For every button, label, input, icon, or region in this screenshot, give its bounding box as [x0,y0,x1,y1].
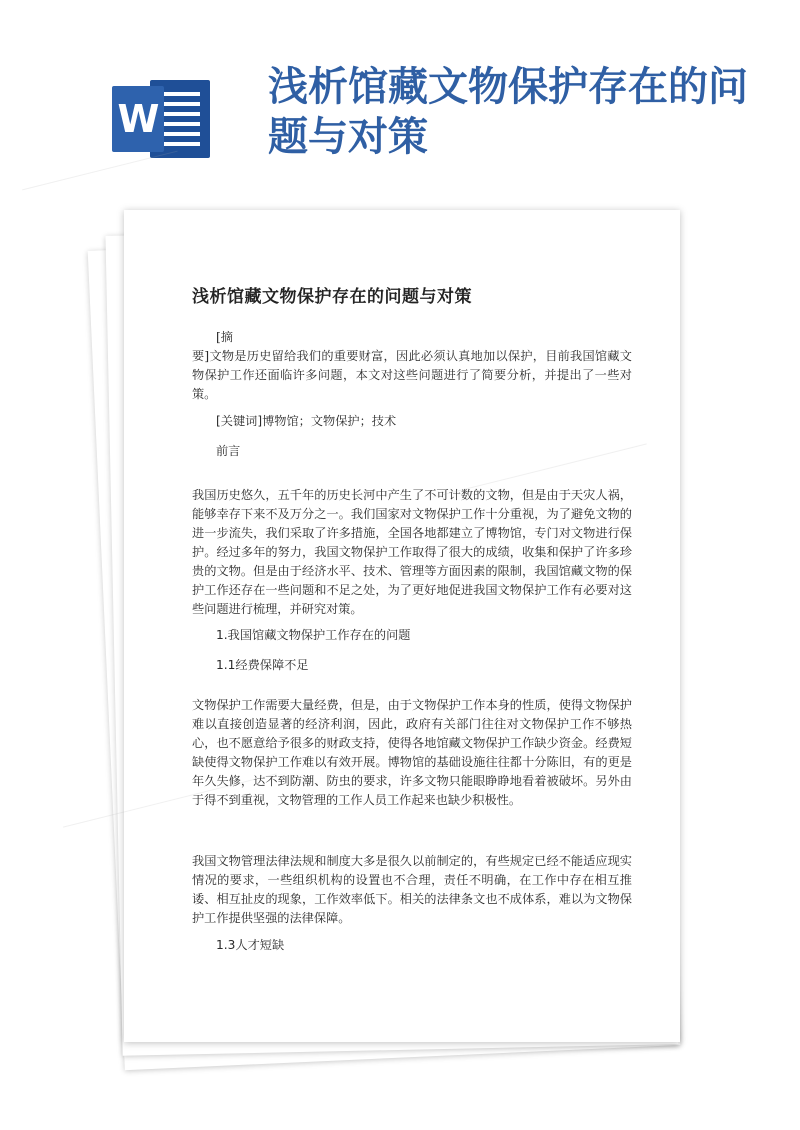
preface-heading: 前言 [216,444,241,458]
abstract-body: 要]文物是历史留给我们的重要财富，因此必须认真地加以保护，目前我国馆藏文物保护工作还面临许多问题，本文对这些问题进行了简要分析，并提出了一些对策。 [192,349,632,401]
word-document-icon [112,80,210,158]
subsection-body: 我国文物管理法律法规和制度大多是很久以前制定的，有些规定已经不能适应现实情况的要求，一些组织机构的设置也不合理，责任不明确，在工作中存在相互推诿、相互扯皮的现象，工作效率低下。相关的法律条文也不成体系，难以为文物保护工作提供坚强的法律保障。 [192,854,632,925]
page-title: 浅析馆藏文物保护存在的问题与对策 [268,63,748,160]
abstract-lead: [摘 [216,330,233,344]
preface-body: 我国历史悠久，五千年的历史长河中产生了不可计数的文物，但是由于天灾人祸，能够幸存下来不及万分之一。我们国家对文物保护工作十分重视，为了避免文物的进一步流失，我们采取了许多措施，全国各地都建立了博物馆，专门对文物进行保护。经过多年的努力，我国文物保护工作取得了很大的成绩，收集和保护了许多珍贵的文物。但是由于经济水平、技术、管理等方面因素的限制，我国馆藏文物的保护工作还存在一些问题和不足之处，为了更好地促进我国文物保护工作有必要对这些问题进行梳理，并研究对策。 [192,488,632,616]
section-heading: 1.我国馆藏文物保护工作存在的问题 [216,628,411,642]
subsection-body: 文物保护工作需要大量经费，但是，由于文物保护工作本身的性质，使得文物保护难以直接创造显著的经济利润，因此，政府有关部门往往对文物保护工作不够热心，也不愿意给予很多的财政支持，使得各地馆藏文物保护工作缺少资金。经费短缺使得文物保护工作难以有效开展。博物馆的基础设施往往都十分陈旧，有的更是年久失修，达不到防潮、防虫的要求，许多文物只能眼睁睁地看着被破坏。另外由于得不到重视，文物管理的工作人员工作起来也缺少积极性。 [192,698,632,807]
subsection-heading: 1.1经费保障不足 [216,658,309,672]
subsection-heading: 1.3人才短缺 [216,938,285,952]
word-letter-badge: W [112,86,164,152]
document-title: 浅析馆藏文物保护存在的问题与对策 [192,287,472,307]
document-page [124,210,680,1042]
keywords: [关键词]博物馆；文物保护；技术 [216,414,397,428]
